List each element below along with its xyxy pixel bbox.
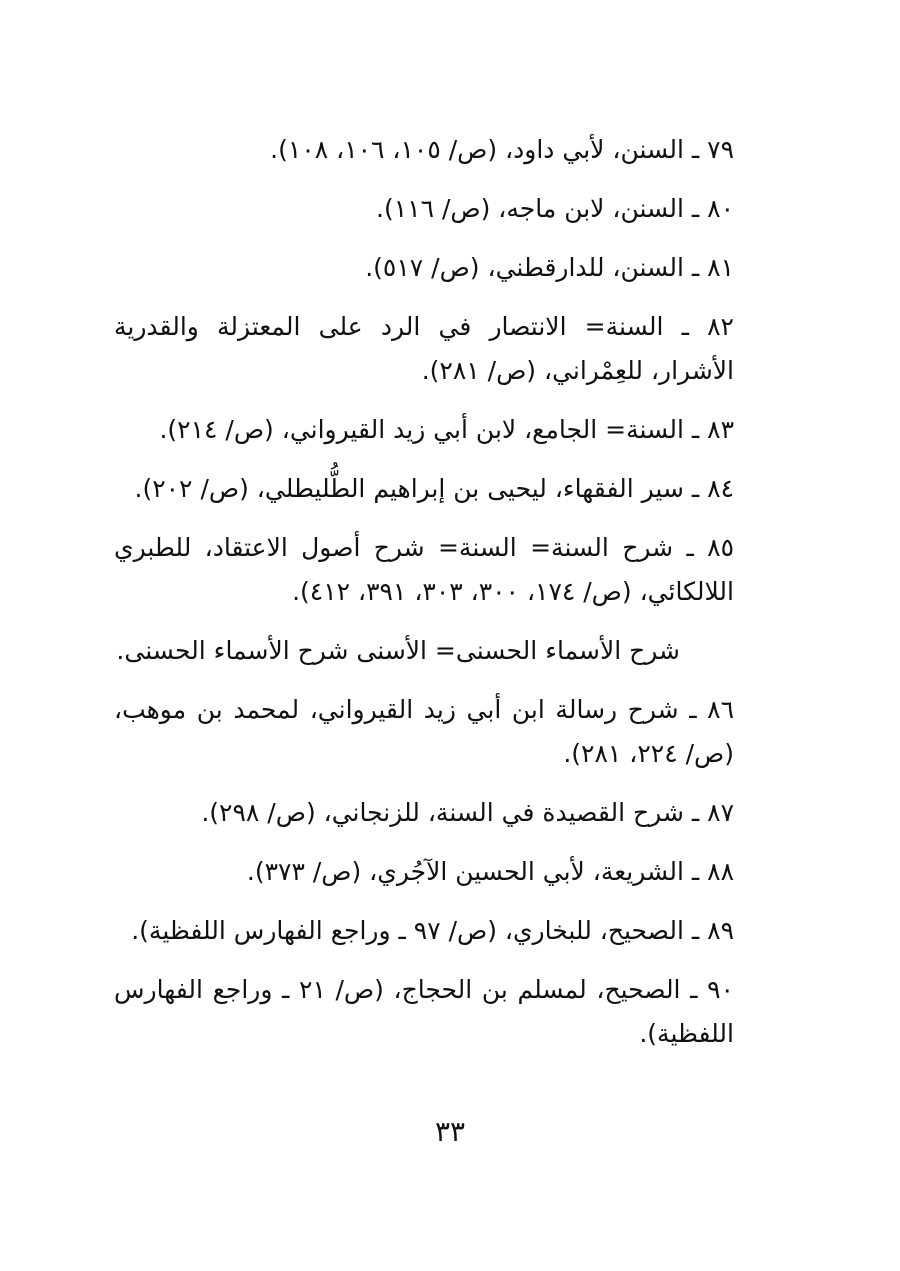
entry-text: الشريعة، لأبي الحسين الآجُري، (ص/ ٣٧٣).	[246, 857, 684, 886]
list-item	[114, 467, 734, 511]
list-item	[114, 850, 734, 894]
entry-number: ٨٧ ـ	[691, 798, 734, 827]
entry-text: السنن، للدارقطني، (ص/ ٥١٧).	[365, 253, 684, 282]
page-number: ٣٣	[434, 1115, 466, 1148]
list-item	[114, 909, 734, 953]
list-item	[114, 187, 734, 231]
entry-text: شرح الأسماء الحسنى= الأسنى شرح الأسماء الحسنى.	[116, 636, 680, 665]
entry-text: شرح السنة= السنة= شرح أصول الاعتقاد، للطبري اللالكائي، (ص/ ١٧٤، ٣٠٠، ٣٠٣، ٣٩١، ٤١٢).	[114, 533, 734, 606]
entry-text: السنن، لأبي داود، (ص/ ١٠٥، ١٠٦، ١٠٨).	[270, 135, 684, 164]
entry-number: ٧٩ ـ	[691, 135, 734, 164]
entry-text: سير الفقهاء، ليحيى بن إبراهيم الطُّليطلي، (ص/ ٢٠٢).	[134, 474, 684, 503]
entry-text: الصحيح، للبخاري، (ص/ ٩٧ ـ وراجع الفهارس اللفظية).	[131, 916, 684, 945]
list-item	[114, 791, 734, 835]
entry-number: ٩٠ ـ	[690, 975, 734, 1004]
entry-text: الصحيح، لمسلم بن الحجاج، (ص/ ٢١ ـ وراجع الفهارس اللفظية).	[114, 975, 734, 1048]
list-item	[114, 526, 734, 614]
entry-text: السنن، لابن ماجه، (ص/ ١١٦).	[376, 194, 684, 223]
entry-number: ٨٢ ـ	[681, 312, 734, 341]
entry-text: شرح رسالة ابن أبي زيد القيرواني، لمحمد بن موهب، (ص/ ٢٢٤، ٢٨١).	[114, 695, 734, 768]
entry-number: ٨٥ ـ	[686, 533, 734, 562]
list-item	[114, 688, 734, 776]
entry-number: ٨٣ ـ	[691, 415, 734, 444]
entry-number: ٨٤ ـ	[691, 474, 734, 503]
entry-text: السنة= الانتصار في الرد على المعتزلة والقدرية الأشرار، للعِمْراني، (ص/ ٢٨١).	[114, 312, 734, 385]
entry-number: ٨٨ ـ	[691, 857, 734, 886]
entry-text: شرح القصيدة في السنة، للزنجاني، (ص/ ٢٩٨).	[201, 798, 684, 827]
entry-text: السنة= الجامع، لابن أبي زيد القيرواني، (ص/ ٢١٤).	[159, 415, 684, 444]
entry-number: ٨٠ ـ	[691, 194, 734, 223]
entry-number: ٨٦ ـ	[689, 695, 734, 724]
list-item	[114, 968, 734, 1056]
list-item	[114, 128, 734, 172]
bibliography-list	[114, 128, 734, 1071]
list-item	[114, 408, 734, 452]
list-item	[114, 246, 734, 290]
entry-number: ٨٩ ـ	[691, 916, 734, 945]
list-item	[114, 305, 734, 393]
cross-reference-item	[114, 629, 734, 673]
entry-number: ٨١ ـ	[691, 253, 734, 282]
